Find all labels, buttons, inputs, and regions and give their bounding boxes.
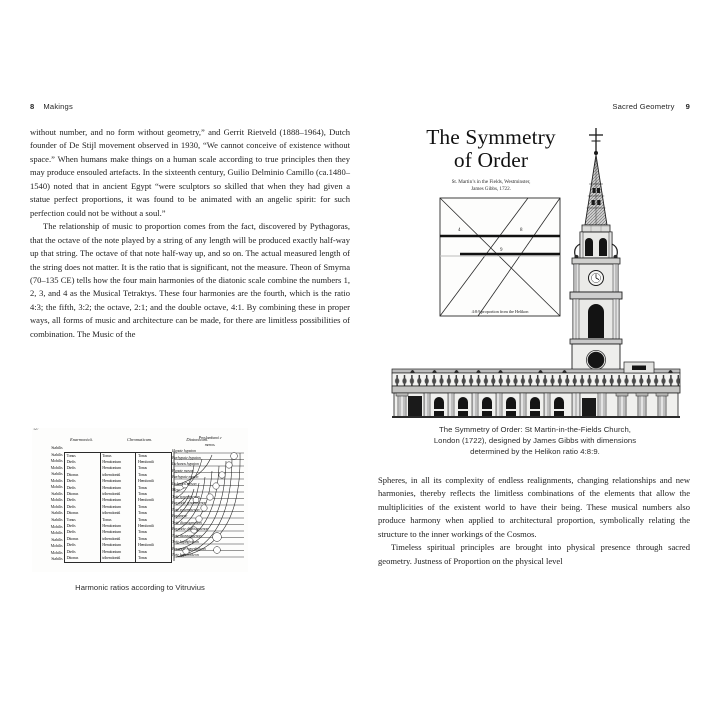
diatonic-cell: Hemitoniũ	[137, 458, 154, 464]
running-head-right	[378, 100, 690, 112]
vitruvius-plate	[32, 428, 248, 572]
stability-cell: Mobilis	[50, 543, 63, 549]
diatonic-cell: Hemitoniũ	[137, 497, 154, 503]
diatonic-cell: Tonus	[137, 452, 147, 458]
enharmonic-cell: Diefis	[66, 503, 76, 509]
greek-note-name: Nete synemmenon	[172, 506, 200, 512]
greek-note-name: Lichanos hypaton	[172, 461, 199, 466]
chromatic-cell: trihemitoniũ	[102, 535, 121, 541]
diatonic-cell: Tonus	[137, 484, 147, 490]
paragraph: Timeless spiritual principles are brought into physical presence through sacred geometry. Justness of Proportion on the physical level	[378, 542, 690, 566]
stability-column	[34, 445, 64, 563]
geometry-label-8: 8	[520, 228, 523, 233]
diatonic-cell: Tonus	[137, 548, 147, 554]
display-title-line-2: of Order	[453, 147, 529, 172]
right-body-copy	[378, 474, 690, 568]
caption-line-2: London (1722), designed by James Gibbs with dimensions	[433, 436, 637, 446]
diatonic-cell: Tonus	[137, 535, 147, 541]
genus-heading-chromatic: Chromaticum.	[126, 437, 153, 442]
running-head-title-right: Sacred Geometry	[612, 101, 675, 111]
enharmonic-cell: Diefis	[66, 548, 76, 554]
folio-number-left: 8	[30, 101, 35, 111]
chromatic-cell: trihemitoniũ	[102, 471, 121, 477]
greek-note-name: Nete diezeugmenon	[172, 532, 202, 538]
stability-cell: Mobilis	[50, 523, 63, 529]
figure-caption-vitruvius: Harmonic ratios according to Vitruvius	[75, 583, 205, 592]
chromatic-cell: Hemitonium	[102, 484, 121, 490]
paragraph: The relationship of music to proportion comes from the fact, discovered by Pythagoras, that the octave of the note played by a string of any length will be produced exactly half-way up that string. The octave of that note half-way up, and so on. The actual measured length of the string does not matter. It is the ratio that is significant, not the measure. Theon of Smyrna (70–135 CE) tells how the four main harmonies of the diatonic scale combine the numbers 1, 2, 3, and 4 as the Musical Tetraktys. These four harmonies are the fourth, which is the ratio 4:3; the fifth, 3:2; the octave, 2:1; and the double octave, 4:1. By combining these in proper ways, all forms of music and architecture can be made, for there are limitless possibilities of combination. The Music of the	[30, 221, 350, 339]
diatonic-cell: Tonus	[137, 510, 147, 516]
left-body-copy	[30, 126, 350, 341]
greek-note-name: Paranete hyperboleon	[172, 545, 206, 551]
greek-note-name: Trite synemmenon	[172, 493, 200, 499]
chromatic-cell: Tonus	[102, 516, 112, 522]
display-title-line-1: The Symmetry	[426, 125, 556, 149]
stability-cell: Stabilis	[51, 445, 63, 450]
enharmonic-cell: Diefis	[66, 497, 76, 503]
running-head-left	[30, 100, 350, 112]
caption-line-1: The Symmetry of Order: St Martin-in-the-Fields Church,	[439, 425, 631, 434]
chromatic-cell: trihemitoniũ	[102, 490, 121, 496]
diatonic-cell: Tonus	[137, 503, 147, 509]
geometry-label-9: 9	[500, 248, 503, 253]
greek-note-name: Parhypate meson	[172, 474, 199, 479]
stability-cell: Stabilis	[51, 510, 63, 516]
enharmonic-cell: Diefis	[66, 529, 76, 535]
diatonic-cell: Tonus	[137, 465, 147, 471]
chromatic-cell: Hemitonium	[102, 548, 121, 554]
paragraph: Spheres, in all its complexity of endless realignments, changing relationships and new harmonies, thereby reflects the limitless combinations of the elements that allow the multiplicities of the existent world to have their being. These musical numbers also produce harmony when applied to architectural proportion, symbolically relating the structure to the inner workings of the Cosmos.	[378, 475, 690, 539]
stability-cell: Stabilis	[51, 536, 63, 542]
chromatic-cell: trihemitoniũ	[102, 555, 121, 560]
enharmonic-cell: Tonus	[66, 516, 76, 522]
greek-note-name-list	[170, 435, 248, 559]
helikon-proportion-diagram	[438, 196, 562, 318]
enharmonic-cell: Diefis	[66, 465, 76, 471]
enharmonic-cell: Diefis	[66, 484, 76, 490]
enharmonic-cell: Diefis	[66, 458, 76, 464]
figure-caption-church	[390, 424, 680, 458]
stability-cell: Stabilis	[51, 556, 63, 562]
stability-cell: Stabilis	[51, 471, 63, 477]
greek-note-name: Paranete diezeugmenon	[172, 526, 209, 531]
diatonic-cell: Hemitoniũ	[137, 478, 154, 484]
display-subtitle-line-2: James Gibbs, 1722.	[471, 186, 511, 193]
figure-vitruvius-harmonics	[32, 428, 248, 593]
chromatic-cell: Hemitonium	[102, 497, 121, 503]
running-head-title-left: Makings	[43, 101, 73, 111]
plate-folio-number: 127	[33, 428, 39, 431]
diatonic-cell: Hemitoniũ	[137, 542, 154, 548]
stability-cell: Mobilis	[50, 503, 63, 509]
table-column-enharmonic	[65, 453, 101, 562]
roof-balustrade	[392, 362, 680, 393]
chromatic-cell: Hemitonium	[102, 529, 121, 535]
display-title	[398, 126, 584, 171]
stability-cell: Stabilis	[51, 451, 63, 457]
chromatic-cell: Hemitonium	[102, 503, 121, 509]
greek-note-name: Trite hyperboleon	[172, 539, 199, 544]
church-facade	[392, 393, 680, 418]
diatonic-cell: Tonus	[137, 529, 147, 535]
stability-cell: Mobilis	[50, 530, 63, 536]
table-column-chromatic	[101, 453, 137, 562]
chromatic-cell: Hemitonium	[102, 542, 121, 548]
genus-heading-diatonic: Diatonicum.	[186, 437, 208, 442]
greek-note-name: Trite diezeugmenon	[172, 519, 202, 525]
diatonic-cell: Hemitoniũ	[137, 522, 154, 528]
genus-heading-enharmonic: Enarmonicû.	[70, 437, 93, 442]
geometry-diagram-caption: 4:8:9 proportion from the Helikon	[471, 309, 529, 314]
enharmonic-cell: Ditonus	[66, 490, 79, 496]
greek-note-name: Lichanos meson	[172, 480, 197, 486]
stability-cell: Mobilis	[50, 458, 63, 464]
stability-cell: Mobilis	[50, 464, 63, 470]
stability-cell: Mobilis	[50, 497, 63, 503]
greek-note-name: Hypate hypaton	[172, 448, 196, 453]
chromatic-cell: Hemitonium	[102, 458, 121, 464]
enharmonic-cell: Diefis	[66, 522, 76, 528]
helikon-diagram-svg	[438, 196, 562, 318]
chromatic-cell: Hemitonium	[102, 465, 121, 471]
enharmonic-cell: Ditonus	[66, 555, 79, 560]
greek-note-name: Proslambanó e	[198, 435, 222, 440]
chromatic-cell: Hemitonium	[102, 522, 121, 528]
greek-note-name: Parhypate hypaton	[172, 454, 201, 460]
greek-note-name: Nete hyperboleon	[172, 552, 199, 557]
geometry-label-4: 4	[458, 228, 461, 233]
greek-note-name: Paramese	[172, 513, 188, 518]
caption-line-3: determined by the Helikon ratio 4:8:9.	[470, 447, 600, 457]
enharmonic-cell: Ditonus	[66, 535, 79, 541]
greek-note-name: Paranete synemmenon	[172, 500, 207, 505]
greek-note-name: Mese	[172, 487, 181, 492]
stability-cell: Mobilis	[50, 477, 63, 483]
enharmonic-cell: Ditonus	[66, 471, 79, 477]
diatonic-cell: Tonus	[137, 516, 147, 522]
enharmonic-cell: Ditonus	[66, 510, 79, 516]
diatonic-cell: Tonus	[137, 490, 147, 496]
stability-cell: Mobilis	[50, 549, 63, 555]
stability-cell: Mobilis	[50, 484, 63, 490]
chromatic-cell: trihemitoniũ	[102, 510, 121, 516]
genus-table	[64, 452, 172, 563]
display-subtitle	[398, 179, 584, 194]
paragraph: without number, and no form without geometry,” and Gerrit Rietveld (1888–1964), Dutch founder of De Stijl movement observed in 1930, “We cannot conceive of existence without space.” When humans make things on a human scale according to true principles then they may produce ensouled artefacts. In the sixteenth century, Guilio Delminio Camillo (ca.1480–1540) noted that in ancient Egypt “were sculptors so skilled that when they had given a statue perfect proportions, it was found to be animated with an angelic spirit: for such perfection could not be without a soul.”	[30, 127, 350, 218]
greek-note-name: Hypate meson	[172, 467, 194, 473]
table-column-diatonic	[136, 453, 171, 562]
diatonic-cell: Tonus	[137, 471, 147, 477]
stability-cell: Stabilis	[51, 490, 63, 496]
folio-number-right: 9	[685, 101, 690, 111]
stability-cell: Stabilis	[51, 517, 63, 523]
enharmonic-cell: Diefis	[66, 542, 76, 548]
chromatic-cell: Tonus	[102, 452, 112, 458]
display-subtitle-line-1: St. Martin’s in the Fields, Westminster,	[451, 179, 531, 185]
greek-note-name: menos.	[204, 441, 216, 447]
enharmonic-cell: Tonus	[66, 452, 76, 458]
chromatic-cell: Hemitonium	[102, 478, 121, 484]
enharmonic-cell: Diefis	[66, 478, 76, 484]
diatonic-cell: Tonus	[137, 555, 147, 560]
